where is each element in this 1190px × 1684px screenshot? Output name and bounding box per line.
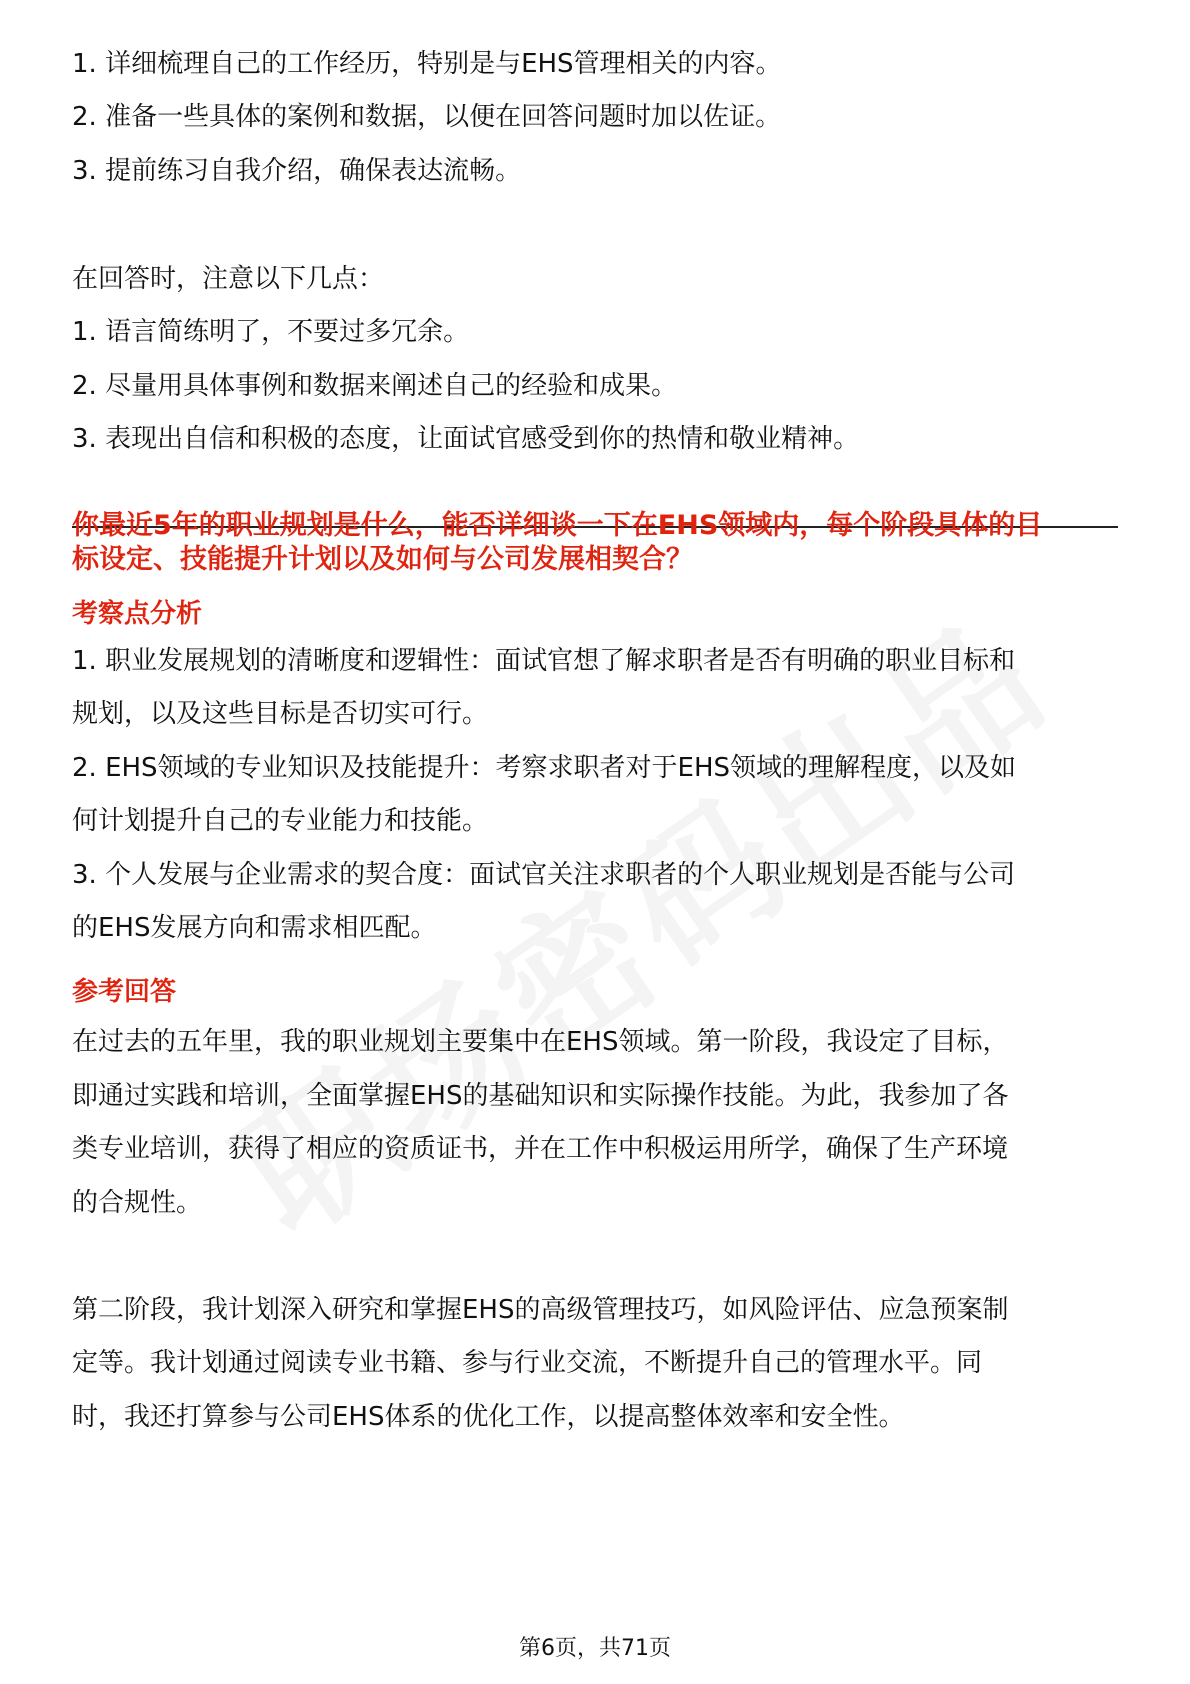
question-line-2: 标设定、技能提升计划以及如何与公司发展相契合？ bbox=[72, 544, 693, 575]
question-line-1: 你最近5年的职业规划是什么，能否详细谈一下在EHS领域内，每个阶段具体的目 bbox=[72, 510, 1043, 541]
reference-para2-line-3: 时，我还打算参与公司EHS体系的优化工作，以提高整体效率和安全性。 bbox=[72, 1402, 905, 1432]
reference-para2-line-2: 定等。我计划通过阅读专业书籍、参与行业交流，不断提升自己的管理水平。同 bbox=[72, 1348, 983, 1378]
answer-tip-2: 2. 尽量用具体事例和数据来阐述自己的经验和成果。 bbox=[72, 371, 678, 401]
answer-tips-intro: 在回答时，注意以下几点： bbox=[72, 264, 385, 294]
analysis-line-6: 的EHS发展方向和需求相匹配。 bbox=[72, 913, 437, 943]
reference-title: 参考回答 bbox=[72, 977, 177, 1007]
analysis-line-3: 2. EHS领域的专业知识及技能提升：考察求职者对于EHS领域的理解程度，以及如 bbox=[72, 753, 1017, 783]
analysis-line-5: 3. 个人发展与企业需求的契合度：面试官关注求职者的个人职业规划是否能与公司 bbox=[72, 860, 1016, 890]
answer-tip-1: 1. 语言简练明了，不要过多冗余。 bbox=[72, 317, 470, 347]
analysis-title: 考察点分析 bbox=[72, 599, 203, 629]
reference-para2-line-1: 第二阶段，我计划深入研究和掌握EHS的高级管理技巧，如风险评估、应急预案制 bbox=[72, 1295, 1009, 1325]
analysis-line-4: 何计划提升自己的专业能力和技能。 bbox=[72, 806, 489, 836]
prep-item-3: 3. 提前练习自我介绍，确保表达流畅。 bbox=[72, 156, 522, 186]
reference-para1-line-1: 在过去的五年里，我的职业规划主要集中在EHS领域。第一阶段，我设定了目标， bbox=[72, 1027, 1009, 1057]
page-number: 第6页，共71页 bbox=[519, 1636, 671, 1661]
analysis-line-1: 1. 职业发展规划的清晰度和逻辑性：面试官想了解求职者是否有明确的职业目标和 bbox=[72, 646, 1016, 676]
prep-item-1: 1. 详细梳理自己的工作经历，特别是与EHS管理相关的内容。 bbox=[72, 49, 782, 79]
analysis-line-2: 规划，以及这些目标是否切实可行。 bbox=[72, 699, 489, 729]
prep-item-2: 2. 准备一些具体的案例和数据，以便在回答问题时加以佐证。 bbox=[72, 102, 782, 132]
reference-para1-line-4: 的合规性。 bbox=[72, 1188, 203, 1218]
reference-para1-line-2: 即通过实践和培训，全面掌握EHS的基础知识和实际操作技能。为此，我参加了各 bbox=[72, 1081, 1009, 1111]
reference-para1-line-3: 类专业培训，获得了相应的资质证书，并在工作中积极运用所学，确保了生产环境 bbox=[72, 1134, 1009, 1164]
answer-tip-3: 3. 表现出自信和积极的态度，让面试官感受到你的热情和敬业精神。 bbox=[72, 424, 860, 454]
